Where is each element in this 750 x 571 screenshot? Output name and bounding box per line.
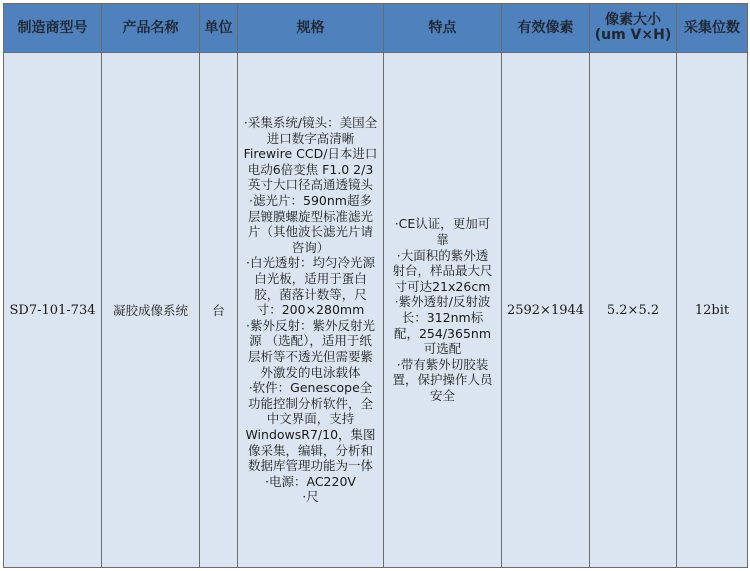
feature-item: ·CE认证，更加可靠 [394, 216, 491, 248]
header-model: 制造商型号 [4, 4, 102, 53]
cell-name [102, 53, 200, 568]
spec-item: ·电源：AC220V [265, 473, 356, 489]
cell-pixels [502, 53, 590, 568]
header-pixel-size: 像素大小 (um V×H) [590, 4, 677, 53]
header-features: 特点 [384, 4, 502, 53]
spec-item: ·滤光片：590nm超多层镀膜螺旋型标准滤光片（其他波长滤光片请咨询） [247, 193, 373, 255]
bit-depth: 12bit [694, 302, 730, 318]
product-name: 凝胶成像系统 [112, 303, 188, 318]
features-list [393, 216, 493, 403]
header-pixels: 有效像素 [502, 4, 590, 53]
spec-item: ·采集系统/镜头：美国全进口数字高清晰Firewire CCD/日本进口电动6倍变焦 F1.0 2/3英寸大口径高通透镜头 [243, 115, 378, 193]
unit-value: 台 [212, 303, 225, 318]
header-name: 产品名称 [102, 4, 200, 53]
spec-list [243, 115, 378, 505]
cell-features [384, 53, 502, 568]
model-number: SD7-101-734 [9, 302, 96, 318]
cell-pixel-size [590, 53, 677, 568]
table-row [4, 53, 748, 568]
cell-unit [200, 53, 238, 568]
cell-spec [238, 53, 384, 568]
header-unit: 单位 [200, 4, 238, 53]
feature-item: ·大面积的紫外透射台，样品最大尺寸可达21x26cm [392, 247, 493, 294]
spec-item: ·软件：Genescope全功能控制分析软件，全中文界面，支持WindowsR7/10，集图像采集，编辑，分析和数据库管理功能为一体 [245, 380, 376, 474]
spec-item: ·白光透射：均匀冷光源白光板，适用于蛋白胶，菌落计数等，尺寸：200×280mm [246, 255, 375, 318]
feature-item: ·带有紫外切胶装置，保护操作人员安全 [392, 356, 493, 403]
pixel-size-value: 5.2×5.2 [606, 302, 660, 318]
header-bits: 采集位数 [677, 4, 748, 53]
header-row [4, 4, 748, 53]
spec-item: ·紫外反射：紫外反射光源 （选配），适用于纸层析等不透光但需要紫外激发的电泳载体 [246, 317, 375, 380]
product-spec-table [3, 3, 748, 568]
cell-model [4, 53, 102, 568]
header-spec: 规格 [238, 4, 384, 53]
cell-bits [677, 53, 748, 568]
effective-pixels: 2592×1944 [506, 302, 585, 318]
feature-item: ·紫外透射/反射波长：312nm标配，254/365nm可选配 [393, 294, 492, 357]
spec-item: ·尺 [302, 489, 319, 505]
